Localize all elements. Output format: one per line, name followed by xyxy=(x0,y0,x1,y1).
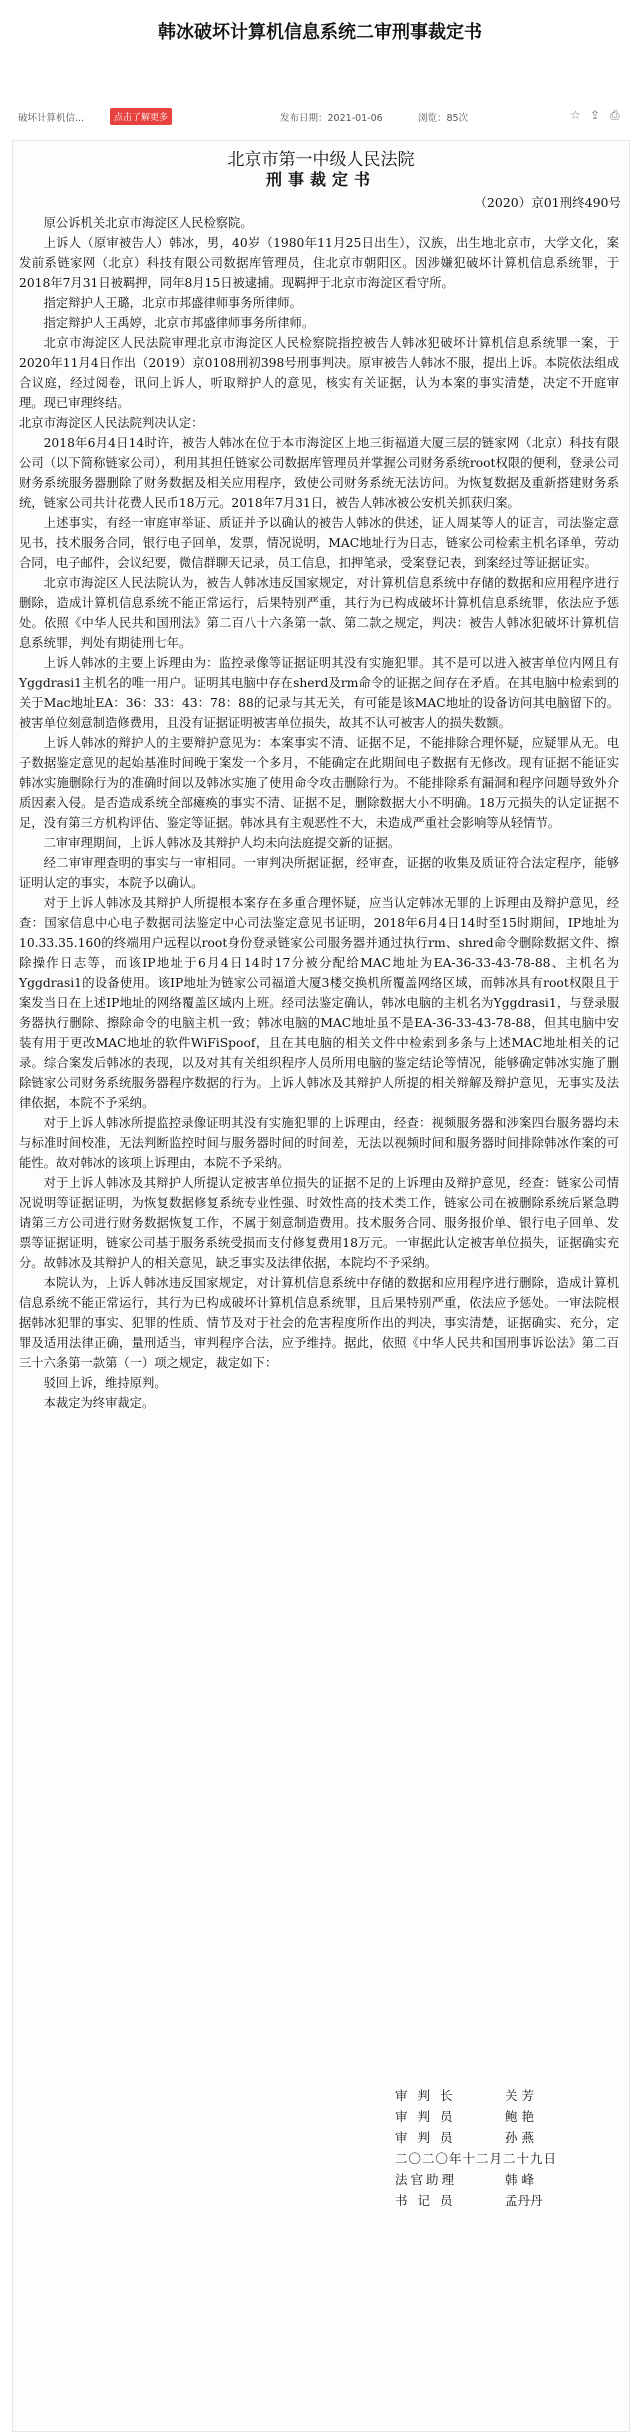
publish-label: 发布日期： xyxy=(280,113,328,124)
signature-line xyxy=(395,2085,595,2106)
paragraph: 上诉人（原审被告人）韩冰，男，40岁（1980年11月25日出生），汉族，出生地北京市，大学文化，案发前系链家网（北京）科技有限公司数据库管理员，住北京市朝阳区。因涉嫌犯破坏计算机信息系统罪，于2018年7月31日被羁押，同年8月15日被逮捕。现羁押于北京市海淀区看守所。 xyxy=(19,236,619,290)
star-icon[interactable]: ☆ xyxy=(570,108,581,122)
print-icon[interactable]: ⎙ xyxy=(610,108,620,122)
signature-role: 审 判 长 xyxy=(395,2088,456,2103)
views-label: 浏览： xyxy=(418,113,447,124)
view-count xyxy=(418,110,468,124)
signature-line xyxy=(395,2190,595,2211)
signature-name: 韩 峰 xyxy=(505,2172,534,2187)
ruling-date: 二〇二〇年十二月二十九日 xyxy=(395,2151,558,2166)
court-name: 北京市第一中级人民法院 xyxy=(227,150,415,170)
paragraph: 北京市海淀区人民法院认为，被告人韩冰违反国家规定，对计算机信息系统中存储的数据和应用程序进行删除，造成计算机信息系统不能正常运行，后果特别严重，其行为已构成破坏计算机信息系统罪，依法应予惩处。依照《中华人民共和国刑法》第二百八十六条第一款、第二款之规定，判决：被告人韩冰犯破坏计算机信息系统罪，判处有期徒刑七年。 xyxy=(19,576,619,650)
signature-name: 孟丹丹 xyxy=(505,2193,543,2208)
paragraph: 上述事实，有经一审庭审举证、质证并予以确认的被告人韩冰的供述，证人周某等人的证言，司法鉴定意见书，技术服务合同，银行电子回单，发票，情况说明，MAC地址行为日志，链家公司检索主机名译单，劳动合同，电子邮件，会议纪要，微信群聊天记录，员工信息，扣押笔录，受案登记表，到案经过等证据证实。 xyxy=(19,516,619,570)
signature-line xyxy=(395,2106,595,2127)
paragraph: 指定辩护人王璐，北京市邦盛律师事务所律师。 xyxy=(43,296,302,310)
signature-line xyxy=(395,2127,595,2148)
paragraph: 本裁定为终审裁定。 xyxy=(43,1396,155,1410)
paragraph: 经二审审理查明的事实与一审相同。一审判决所据证据，经审查，证据的收集及质证符合法定程序，能够证明认定的事实，本院予以确认。 xyxy=(19,856,619,890)
paragraph: 上诉人韩冰的主要上诉理由为：监控录像等证据证明其没有实施犯罪。其不是可以进入被害单位内网且有Yggdrasi1主机名的唯一用户。证明其电脑中存在sherd及rm命令的证据之间存在矛盾。在其电脑中检索到的关于Mac地址EA：36：33：43：78：88的记录与其无关，有可能是该MAC地址的设备访问其电脑留下的。被害单位刻意制造修费用，且没有证据证明被害单位损失，故其不认可被害人的损失数额。 xyxy=(19,656,619,730)
signature-role: 审 判 员 xyxy=(395,2130,456,2145)
case-number: （2020）京01刑终490号 xyxy=(474,195,621,210)
publish-date xyxy=(280,110,383,124)
paragraph: 北京市海淀区人民法院判决认定： xyxy=(19,416,204,430)
source-link[interactable]: 破坏计算机信... xyxy=(18,113,85,124)
page-title: 韩冰破坏计算机信息系统二审刑事裁定书 xyxy=(158,22,482,43)
signature-role: 书 记 员 xyxy=(395,2193,456,2208)
paragraph: 本院认为，上诉人韩冰违反国家规定，对计算机信息系统中存储的数据和应用程序进行删除，造成计算机信息系统不能正常运行，其行为已构成破坏计算机信息系统罪，且后果特别严重，依法应予惩处。一审法院根据韩冰犯罪的事实、犯罪的性质、情节及对于社会的危害程度所作出的判决，事实清楚，证据确实、充分，定罪及适用法律正确，量刑适当，审判程序合法，应予维持。据此，依照《中华人民共和国刑事诉讼法》第二百三十六条第一款第（一）项之规定，裁定如下： xyxy=(19,1276,619,1370)
signature-name: 孙 燕 xyxy=(505,2130,534,2145)
document-image xyxy=(12,140,630,2432)
signature-role: 审 判 员 xyxy=(395,2109,456,2124)
signature-role: 法官助理 xyxy=(395,2172,458,2187)
document-body xyxy=(19,213,619,1413)
signature-block xyxy=(395,2085,595,2211)
paragraph: 对于上诉人韩冰及其辩护人所提认定被害单位损失的证据不足的上诉理由及辩护意见，经查：链家公司情况说明等证据证明，为恢复数据修复系统专业性强、时效性高的技术类工作，链家公司在被删除系统后紧急聘请第三方公司进行财务数据恢复工作，不属于刻意制造费用。技术服务合同、服务报价单、银行电子回单、发票等证据证明，链家公司基于服务系统受损而支付修复费用18万元。一审据此认定被害单位损失，证据确实充分。故韩冰及其辩护人的相关意见，缺乏事实及法律依据，本院均不予采纳。 xyxy=(19,1176,619,1270)
signature-name: 鲍 艳 xyxy=(505,2109,534,2124)
share-icon[interactable]: ⇪ xyxy=(590,108,601,122)
meta-bar xyxy=(18,108,622,126)
paragraph: 上诉人韩冰的辩护人的主要辩护意见为：本案事实不清、证据不足，不能排除合理怀疑，应疑罪从无。电子数据鉴定意见的起始基准时间晚于案发一个多月，不能确定在此期间电子数据有无修改。现有证据不能证实韩冰实施删除行为的准确时间以及韩冰实施了使用命令攻击删除行为。不能排除系有漏洞和程序问题导致外介质因素入侵。是否造成系统全部瘫痪的事实不清、证据不足，删除数据大小不明确。18万元损失的认定证据不足，没有第三方机构评估、鉴定等证据。韩冰具有主观恶性不大，未造成严重社会影响等从轻情节。 xyxy=(19,736,619,830)
paragraph: 对于上诉人韩冰及其辩护人所提根本案存在多重合理怀疑，应当认定韩冰无罪的上诉理由及辩护意见，经查：国家信息中心电子数据司法鉴定中心司法鉴定意见书证明，2018年6月4日14时至15时期间，IP地址为10.33.35.160的终端用户远程以root身份登录链家公司服务器并通过执行rm、shred命令删除数据文件、擦除操作日志等，而该IP地址于6月4日14时17分被分配给MAC地址为EA-36-33-43-78-88、主机名为Yggdrasi1的设备使用。该IP地址为链家公司福道大厦3楼交换机所覆盖网络区域，而韩冰具有root权限且于案发当日在上述IP地址的网络覆盖区域内上班。经司法鉴定确认，韩冰电脑的主机名为Yggdrasi1，与登录服务器执行删除、擦除命令的电脑主机一致；韩冰电脑的MAC地址虽不是EA-36-33-43-78-88，但其电脑中安装有用于更改MAC地址的软件WiFiSpoof，且在其电脑的相关文件中检索到多条与上述MAC地址相关的记录。综合案发后韩冰的表现，以及对其有关组织程序人员所用电脑的鉴定结论等情况，能够确定韩冰实施了删除链家公司财务系统服务器程序数据的行为。上诉人韩冰及其辩护人所提的相关辩解及辩护意见，无事实及法律依据，本院不予采纳。 xyxy=(19,896,619,1110)
views-value: 85次 xyxy=(446,113,469,124)
document-type: 刑事裁定书 xyxy=(265,170,376,189)
paragraph: 2018年6月4日14时许，被告人韩冰在位于本市海淀区上地三街福道大厦三层的链家网（北京）科技有限公司（以下简称链家公司），利用其担任链家公司数据库管理员并掌握公司财务系统root权限的便利，登录公司财务系统服务器删除了财务数据及相关应用程序，致使公司财务系统无法访问。为恢复数据及重新搭建财务系统，链家公司共计花费人民币18万元。2018年7月31日，被告人韩冰被公安机关抓获归案。 xyxy=(19,436,619,510)
paragraph: 对于上诉人韩冰所提监控录像证明其没有实施犯罪的上诉理由，经查：视频服务器和涉案四台服务器均未与标准时间校准，无法判断监控时间与服务器时间的时间差，无法以视频时间和服务器时间排除韩冰作案的可能性。故对韩冰的该项上诉理由，本院不予采纳。 xyxy=(19,1116,619,1170)
paragraph: 指定辩护人王禹婷，北京市邦盛律师事务所律师。 xyxy=(43,316,315,330)
paragraph: 原公诉机关北京市海淀区人民检察院。 xyxy=(43,216,253,230)
paragraph: 北京市海淀区人民法院审理北京市海淀区人民检察院指控被告人韩冰犯破坏计算机信息系统罪一案，于2020年11月4日作出（2019）京0108刑初398号刑事判决。原审被告人韩冰不服，提出上诉。本院依法组成合议庭，经过阅卷，讯问上诉人，听取辩护人的意见，核实有关证据，认为本案的事实清楚，决定不开庭审理。现已审理终结。 xyxy=(19,336,619,410)
paragraph: 二审审理期间，上诉人韩冰及其辩护人均未向法庭提交新的证据。 xyxy=(43,836,401,850)
learn-more-button[interactable]: 点击了解更多 xyxy=(110,108,172,125)
signature-line xyxy=(395,2169,595,2190)
publish-date-value: 2021-01-06 xyxy=(327,113,383,124)
signature-name: 关 芳 xyxy=(505,2088,534,2103)
paragraph: 驳回上诉，维持原判。 xyxy=(43,1376,167,1390)
